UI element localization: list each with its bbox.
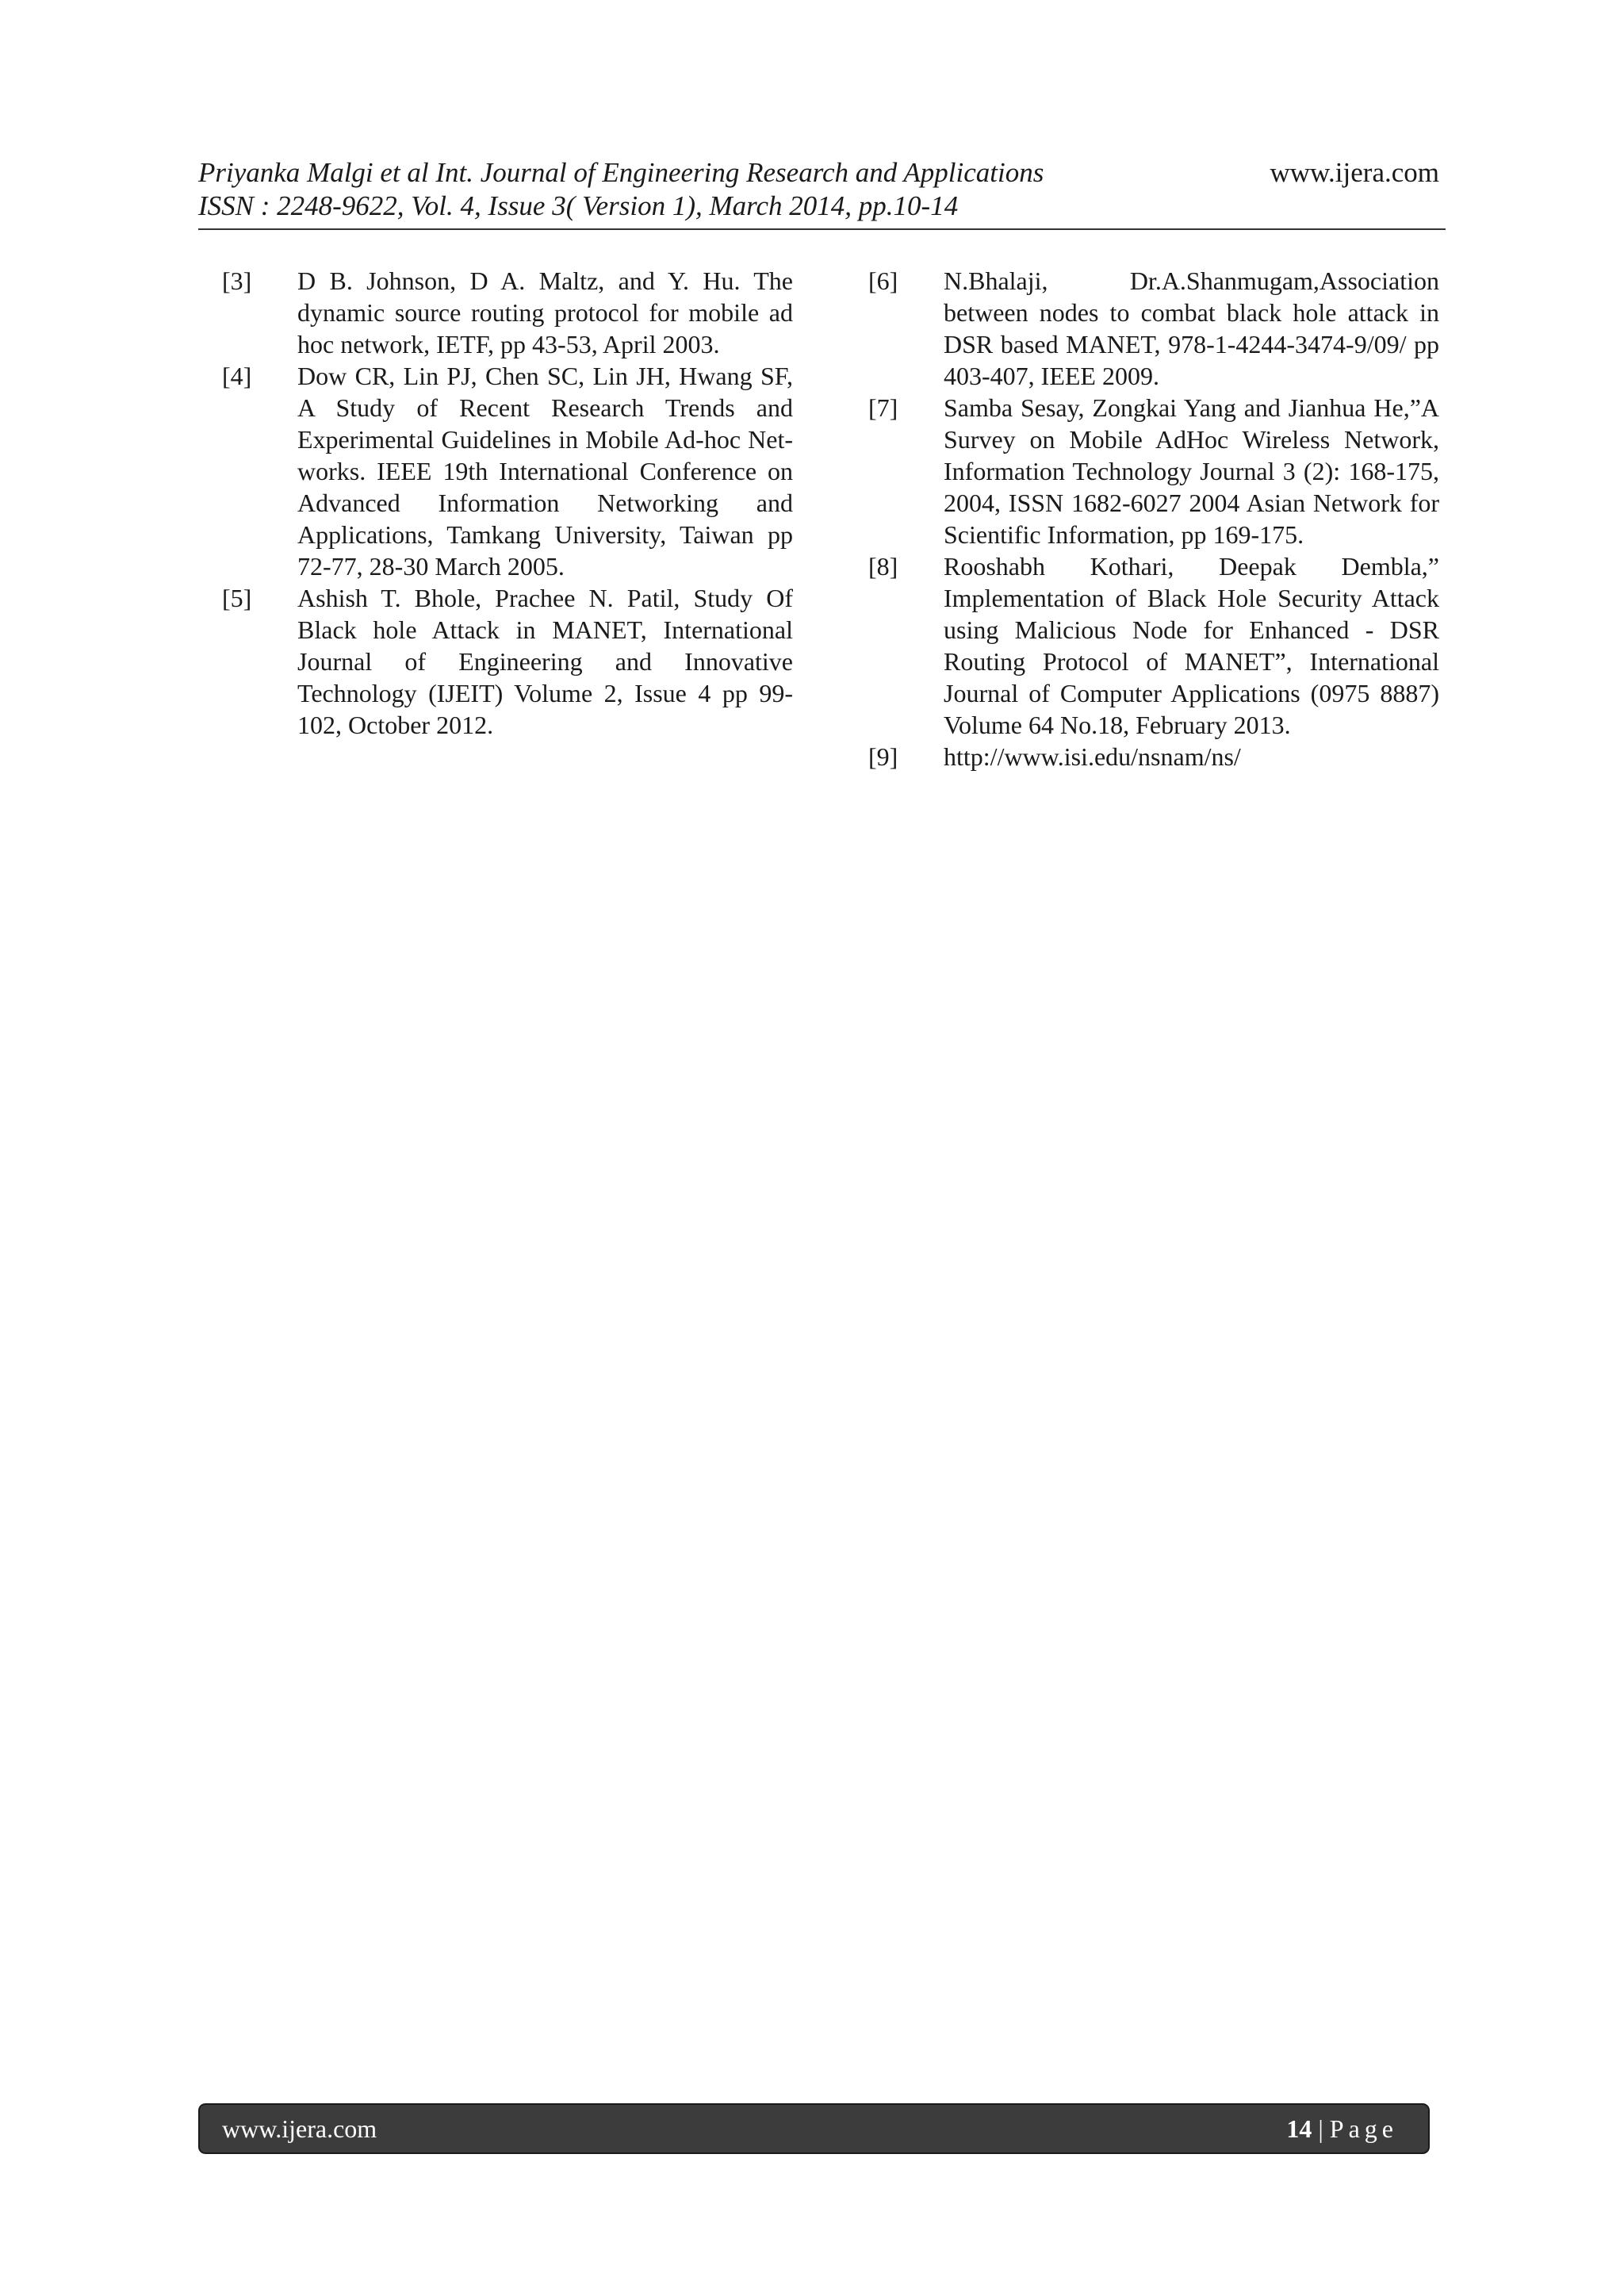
- footer-site-url: www.ijera.com: [222, 2114, 377, 2143]
- header-issn-line: ISSN : 2248-9622, Vol. 4, Issue 3( Version 1), March 2014, pp.10-14: [198, 190, 959, 221]
- header-journal-citation: Priyanka Malgi et al Int. Journal of Engineering Research and Applications: [198, 157, 1044, 188]
- page-footer: [198, 2103, 1430, 2154]
- reference-text: N.Bhalaji, Dr.A.Shanmugam,Association between nodes to combat black hole attack in DSR based MANET, 978-1-4244-3474-9/09/ pp 403-407, IEEE 2009.: [944, 266, 1439, 390]
- reference-number: [6]: [868, 266, 898, 295]
- reference-item: [222, 360, 793, 582]
- reference-item: [868, 265, 1439, 392]
- reference-item: [868, 741, 1439, 772]
- reference-number: [7]: [868, 393, 898, 422]
- running-header: [198, 155, 1446, 230]
- references-right-column: [868, 265, 1439, 772]
- reference-text: Ashish T. Bhole, Prachee N. Patil, Study Of Black hole Attack in MANET, International Journal of Engineering and Innovative Technology (IJEIT) Volume 2, Issue 4 pp 99-102, October 2012.: [297, 584, 793, 739]
- reference-item: [222, 265, 793, 360]
- page-separator: |: [1312, 2114, 1330, 2143]
- reference-number: [5]: [222, 584, 252, 612]
- reference-text: D B. Johnson, D A. Maltz, and Y. Hu. The dynamic source routing protocol for mobile ad hoc network, IETF, pp 43-53, April 2003.: [297, 266, 793, 358]
- reference-item: [868, 392, 1439, 550]
- references-left-column: [222, 265, 793, 741]
- reference-text: Dow CR, Lin PJ, Chen SC, Lin JH, Hwang SF, A Study of Recent Research Trends and Experimental Guidelines in Mobile Ad-hoc Net- works. IEEE 19th International Conference on Advanced Information Networking and Applications, Tamkang University, Taiwan pp 72-77, 28-30 March 2005.: [297, 362, 793, 581]
- reference-text: Rooshabh Kothari, Deepak Dembla,” Implementation of Black Hole Security Attack using Malicious Node for Enhanced - DSR Routing Protocol of MANET”, International Journal of Computer Applications (0975 8887) Volume 64 No.18, February 2013.: [944, 552, 1439, 739]
- reference-number: [9]: [868, 742, 898, 771]
- reference-number: [4]: [222, 362, 252, 390]
- header-site-url: www.ijera.com: [1270, 157, 1439, 188]
- reference-number: [3]: [222, 266, 252, 295]
- reference-text: Samba Sesay, Zongkai Yang and Jianhua He,”A Survey on Mobile AdHoc Wireless Network, Information Technology Journal 3 (2): 168-175, 2004, ISSN 1682-6027 2004 Asian Network for Scientific Information, pp 169-175.: [944, 393, 1439, 549]
- reference-url-link[interactable]: http://www.isi.edu/nsnam/ns/: [944, 742, 1241, 771]
- page-number: 14: [1286, 2114, 1312, 2143]
- footer-page-indicator: [1286, 2105, 1398, 2152]
- reference-item: [222, 582, 793, 741]
- reference-item: [868, 550, 1439, 741]
- reference-number: [8]: [868, 552, 898, 581]
- page-label: Page: [1329, 2114, 1398, 2143]
